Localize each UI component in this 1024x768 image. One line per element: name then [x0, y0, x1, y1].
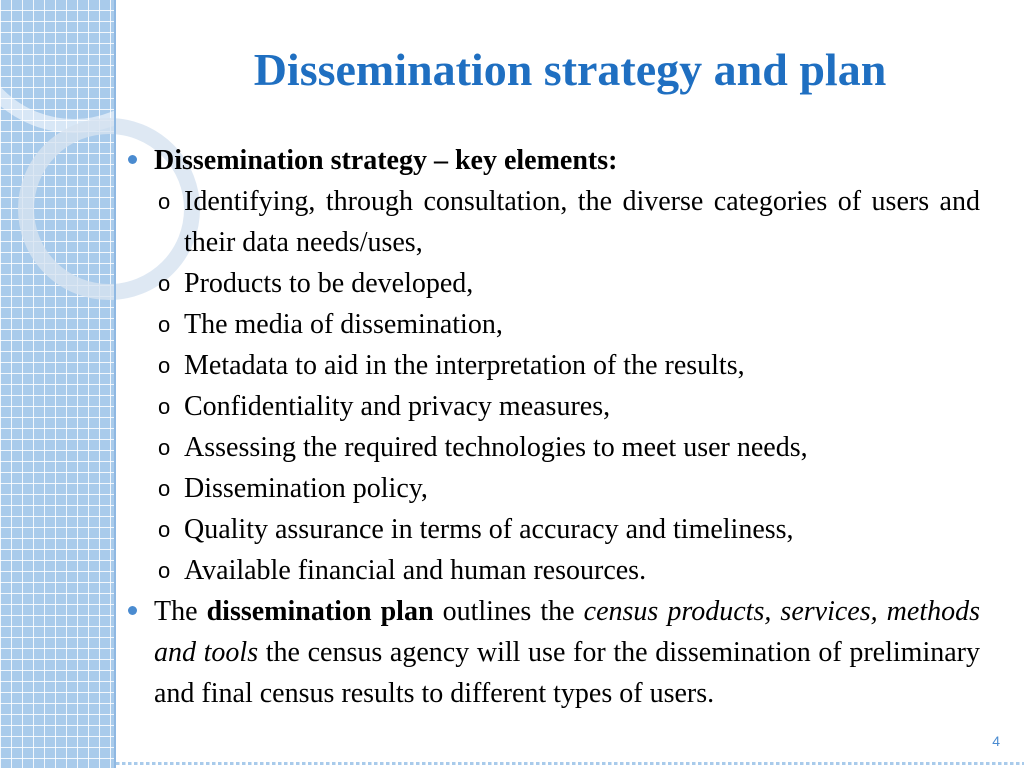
- circle-bullet-icon: o: [158, 558, 171, 583]
- bullet-strategy: [128, 140, 980, 181]
- sub-bullet: [128, 509, 980, 550]
- plan-italic-phrase: census products, services, methods and tools: [154, 596, 980, 668]
- circle-bullet-icon: o: [158, 435, 171, 460]
- circle-bullet-icon: o: [158, 476, 171, 501]
- circle-bullet-icon: o: [158, 271, 171, 296]
- bullet-dot-icon: [128, 155, 137, 164]
- sub-bullet: [128, 468, 980, 509]
- sub-bullet-text: Products to be developed,: [184, 268, 474, 299]
- sub-bullet: [128, 386, 980, 427]
- bullet-dot-icon: [128, 606, 137, 615]
- plan-text-1: The: [154, 596, 207, 627]
- decorative-grid-sidebar: [0, 0, 114, 768]
- circle-bullet-icon: o: [158, 312, 171, 337]
- bullet-plan: [128, 591, 980, 714]
- bottom-dashed-rule: [116, 762, 1024, 765]
- sub-bullet-text: Quality assurance in terms of accuracy and timeliness,: [184, 514, 794, 545]
- plan-text-2: outlines the: [433, 596, 584, 627]
- sub-bullet: [128, 304, 980, 345]
- slide-title: Dissemination strategy and plan: [253, 44, 887, 95]
- sub-bullet-text: Metadata to aid in the interpretation of the results,: [184, 350, 745, 381]
- sub-bullet: [128, 345, 980, 386]
- sub-bullet: [128, 427, 980, 468]
- sub-bullet-text: Available financial and human resources.: [184, 555, 647, 586]
- sub-bullet-text: Assessing the required technologies to meet user needs,: [184, 432, 808, 463]
- slide-content: [128, 140, 980, 714]
- plan-bold-term: dissemination plan: [206, 596, 434, 627]
- circle-bullet-icon: o: [158, 189, 171, 214]
- plan-text-3: the census agency will use for the dissemination of preliminary and final census results to different types of users.: [154, 637, 980, 709]
- sidebar-edge-line: [114, 0, 116, 768]
- sub-bullet-text: Confidentiality and privacy measures,: [184, 391, 611, 422]
- sub-bullet: [128, 181, 980, 263]
- sub-bullet-text: The media of dissemination,: [184, 309, 503, 340]
- sub-bullet-text: Identifying, through consultation, the diverse categories of users and their data needs/uses,: [184, 186, 980, 258]
- circle-bullet-icon: o: [158, 353, 171, 378]
- page-number: 4: [992, 733, 1000, 749]
- strategy-heading: Dissemination strategy – key elements:: [154, 145, 618, 176]
- sub-bullet-text: Dissemination policy,: [184, 473, 428, 504]
- circle-bullet-icon: o: [158, 517, 171, 542]
- sub-bullet: [128, 550, 980, 591]
- circle-bullet-icon: o: [158, 394, 171, 419]
- sub-bullet: [128, 263, 980, 304]
